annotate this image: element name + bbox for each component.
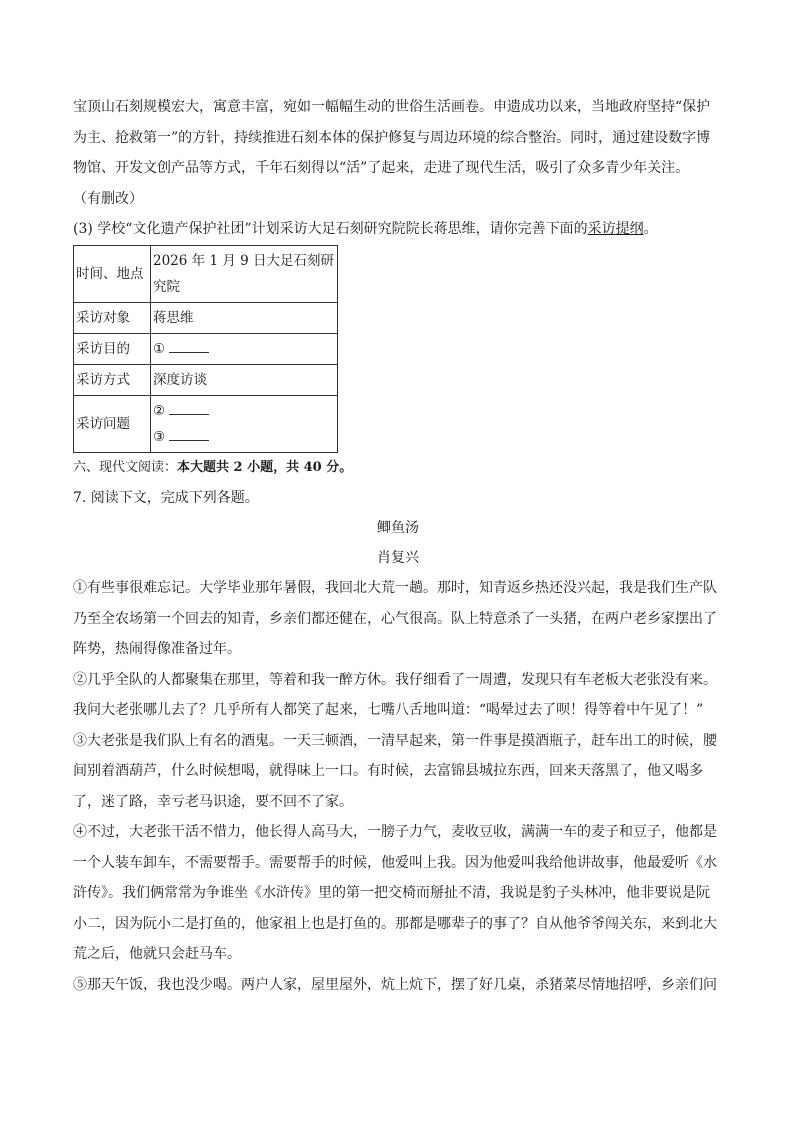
table-row <box>74 245 338 302</box>
blank-marker-1: ① <box>153 340 166 357</box>
paragraph-line: 浒传》。我们俩常常为争谁坐《水浒传》里的第一把交椅而掰扯不清，我说是豹子头林冲，他非要说是阮 <box>73 885 710 901</box>
paragraph-line: 荒之后，他就只会赶马车。 <box>73 946 241 962</box>
row-label-subject: 采访对象 <box>74 302 151 333</box>
paragraph-line: ③大老张是我们队上有名的酒鬼。一天三顿酒，一清早起来，第一件事是摸酒瓶子，赶车出工的时候，腰 <box>73 732 717 749</box>
paragraph-line: 一个人装车卸车，不需要帮手。需要帮手的时候，他爱叫上我。因为他爱叫我给他讲故事，他最爱听《水 <box>73 854 717 871</box>
paragraph-line: 了，迷了路，幸亏老马识途，要不回不了家。 <box>73 793 353 810</box>
paragraph-line: 间别着酒葫芦，什么时候想喝，就得味上一口。有时候，去富锦县城拉东西，回来天落黑了，他又喝多 <box>73 763 703 779</box>
table-row <box>74 364 338 395</box>
row-value-subject: 蒋思维 <box>151 302 338 333</box>
paragraph-line: ④不过，大老张干活不惜力，他长得人高马大，一膀子力气，麦收豆收，满满一车的麦子和豆子，他都是 <box>73 824 717 840</box>
row-value-questions <box>151 395 338 452</box>
source-note: （有删改） <box>73 190 143 207</box>
section-6-bold: 本大题共 2 小题，共 40 分。 <box>177 459 353 475</box>
row-value-method: 深度访谈 <box>151 364 338 395</box>
paragraph-line: 乃至全农场第一个回去的知青，乡亲们都还健在，心气很高。队上特意杀了一头猪，在两户老乡家摆出了 <box>73 610 717 627</box>
question-7: 7. 阅读下文，完成下列各题。 <box>73 489 259 506</box>
paragraph-line: 小二，因为阮小二是打鱼的，他家祖上也是打鱼的。那都是哪辈子的事了？自从他爷爷闯关东，来到北大 <box>73 915 717 932</box>
question-3-underlined: 采访提纲 <box>587 221 644 237</box>
question-3-suffix: 。 <box>643 221 658 237</box>
row-label-method: 采访方式 <box>74 364 151 395</box>
question-3 <box>73 214 723 245</box>
paragraph-line: ②几乎全队的人都聚集在那里，等着和我一醉方休。我仔细看了一周遭，发现只有车老板大老张没有来。 <box>73 671 717 688</box>
paragraph-line: ⑤那天午饭，我也没少喝。两户人家，屋里屋外，炕上炕下，摆了好几桌，杀猪菜尽情地招呼，乡亲们问 <box>73 976 717 993</box>
answer-blank-1[interactable] <box>169 338 209 353</box>
table-row <box>74 395 338 452</box>
table-row <box>74 302 338 333</box>
paragraph-line: ①有些事很难忘记。大学毕业那年暑假，我回北大荒一趟。那时，知青返乡热还没兴起，我是我们生产队 <box>73 580 717 596</box>
row-label-questions: 采访问题 <box>74 395 151 452</box>
blank-marker-2: ② <box>153 402 166 419</box>
answer-blank-2[interactable] <box>169 400 209 415</box>
article-title: 鲫鱼汤 <box>377 520 419 536</box>
intro-line: 物馆、开发文创产品等方式，千年石刻得以“活”了起来，走进了现代生活，吸引了众多青少年关注。 <box>73 160 690 176</box>
row-label-time-place: 时间、地点 <box>74 245 151 302</box>
interview-outline-table <box>73 245 338 453</box>
article-author: 肖复兴 <box>377 550 419 566</box>
section-6-number: 六、现代文阅读： <box>73 459 178 475</box>
row-label-purpose: 采访目的 <box>74 333 151 364</box>
intro-line: 为主、抢救第一”的方针，持续推进石刻本体的保护修复与周边环境的综合整治。同时，通过建设数字博 <box>73 129 711 146</box>
row-value-purpose <box>151 333 338 364</box>
intro-line: 宝顶山石刻规模宏大，寓意丰富，宛如一幅幅生动的世俗生活画卷。申遗成功以来，当地政府坚持“保护 <box>73 99 711 115</box>
intro-passage <box>73 92 723 214</box>
question-3-prefix: (3) 学校“文化遗产保护社团”计划采访大足石刻研究院院长蒋思维，请你完善下面的 <box>73 221 588 237</box>
answer-blank-3[interactable] <box>169 426 209 441</box>
section-6-heading <box>73 453 723 483</box>
paragraph-line: 阵势，热闹得像准备过年。 <box>73 641 241 657</box>
document-page <box>73 92 723 1000</box>
article-body <box>73 573 723 1000</box>
paragraph-line: 我问大老张哪儿去了？几乎所有人都笑了起来，七嘴八舌地叫道：“喝晕过去了呗！得等着中午见了！” <box>73 702 704 718</box>
table-row <box>74 333 338 364</box>
blank-marker-3: ③ <box>153 428 166 445</box>
row-value-time-place: 2026 年 1 月 9 日大足石刻研究院 <box>151 245 338 302</box>
